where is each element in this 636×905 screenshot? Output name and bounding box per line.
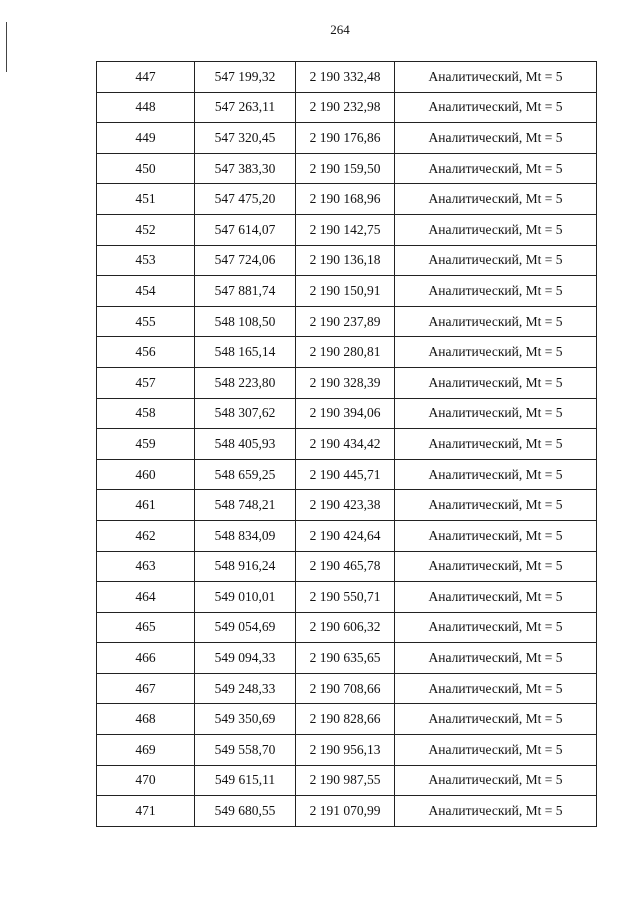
x-coordinate-cell: 549 680,55	[195, 796, 296, 827]
point-number-cell: 458	[97, 398, 195, 429]
table-row	[97, 62, 597, 93]
table-row	[97, 582, 597, 613]
point-number-cell: 451	[97, 184, 195, 215]
x-coordinate-cell: 549 010,01	[195, 582, 296, 613]
table-row	[97, 765, 597, 796]
x-coordinate-cell: 547 881,74	[195, 276, 296, 307]
coordinates-table	[96, 61, 597, 827]
y-coordinate-cell: 2 190 424,64	[296, 520, 395, 551]
table-row	[97, 520, 597, 551]
method-cell: Аналитический, Mt = 5	[395, 704, 597, 735]
x-coordinate-cell: 549 350,69	[195, 704, 296, 735]
y-coordinate-cell: 2 190 434,42	[296, 429, 395, 460]
point-number-cell: 465	[97, 612, 195, 643]
point-number-cell: 457	[97, 367, 195, 398]
method-cell: Аналитический, Mt = 5	[395, 92, 597, 123]
y-coordinate-cell: 2 191 070,99	[296, 796, 395, 827]
table-row	[97, 490, 597, 521]
y-coordinate-cell: 2 190 987,55	[296, 765, 395, 796]
x-coordinate-cell: 548 916,24	[195, 551, 296, 582]
point-number-cell: 463	[97, 551, 195, 582]
point-number-cell: 456	[97, 337, 195, 368]
point-number-cell: 462	[97, 520, 195, 551]
page-number: 264	[330, 22, 350, 37]
method-cell: Аналитический, Mt = 5	[395, 123, 597, 154]
y-coordinate-cell: 2 190 136,18	[296, 245, 395, 276]
method-cell: Аналитический, Mt = 5	[395, 612, 597, 643]
table-row	[97, 153, 597, 184]
x-coordinate-cell: 547 475,20	[195, 184, 296, 215]
method-cell: Аналитический, Mt = 5	[395, 735, 597, 766]
y-coordinate-cell: 2 190 176,86	[296, 123, 395, 154]
x-coordinate-cell: 547 263,11	[195, 92, 296, 123]
x-coordinate-cell: 548 834,09	[195, 520, 296, 551]
method-cell: Аналитический, Mt = 5	[395, 551, 597, 582]
point-number-cell: 452	[97, 214, 195, 245]
y-coordinate-cell: 2 190 150,91	[296, 276, 395, 307]
table-row	[97, 459, 597, 490]
method-cell: Аналитический, Mt = 5	[395, 643, 597, 674]
table-row	[97, 398, 597, 429]
x-coordinate-cell: 549 248,33	[195, 673, 296, 704]
x-coordinate-cell: 548 108,50	[195, 306, 296, 337]
x-coordinate-cell: 548 659,25	[195, 459, 296, 490]
table-row	[97, 276, 597, 307]
table-row	[97, 92, 597, 123]
y-coordinate-cell: 2 190 142,75	[296, 214, 395, 245]
x-coordinate-cell: 547 383,30	[195, 153, 296, 184]
table-row	[97, 306, 597, 337]
y-coordinate-cell: 2 190 956,13	[296, 735, 395, 766]
y-coordinate-cell: 2 190 394,06	[296, 398, 395, 429]
method-cell: Аналитический, Mt = 5	[395, 245, 597, 276]
table-row	[97, 429, 597, 460]
y-coordinate-cell: 2 190 423,38	[296, 490, 395, 521]
point-number-cell: 464	[97, 582, 195, 613]
point-number-cell: 459	[97, 429, 195, 460]
x-coordinate-cell: 548 307,62	[195, 398, 296, 429]
table-row	[97, 337, 597, 368]
point-number-cell: 454	[97, 276, 195, 307]
x-coordinate-cell: 548 748,21	[195, 490, 296, 521]
method-cell: Аналитический, Mt = 5	[395, 153, 597, 184]
point-number-cell: 466	[97, 643, 195, 674]
x-coordinate-cell: 547 614,07	[195, 214, 296, 245]
point-number-cell: 469	[97, 735, 195, 766]
method-cell: Аналитический, Mt = 5	[395, 367, 597, 398]
x-coordinate-cell: 549 054,69	[195, 612, 296, 643]
table-body	[97, 62, 597, 827]
y-coordinate-cell: 2 190 168,96	[296, 184, 395, 215]
method-cell: Аналитический, Mt = 5	[395, 276, 597, 307]
y-coordinate-cell: 2 190 606,32	[296, 612, 395, 643]
table-row	[97, 796, 597, 827]
table-row	[97, 214, 597, 245]
point-number-cell: 453	[97, 245, 195, 276]
table-row	[97, 673, 597, 704]
point-number-cell: 449	[97, 123, 195, 154]
x-coordinate-cell: 548 165,14	[195, 337, 296, 368]
method-cell: Аналитический, Mt = 5	[395, 765, 597, 796]
method-cell: Аналитический, Mt = 5	[395, 184, 597, 215]
y-coordinate-cell: 2 190 232,98	[296, 92, 395, 123]
y-coordinate-cell: 2 190 465,78	[296, 551, 395, 582]
table-row	[97, 367, 597, 398]
y-coordinate-cell: 2 190 159,50	[296, 153, 395, 184]
x-coordinate-cell: 548 405,93	[195, 429, 296, 460]
table-row	[97, 735, 597, 766]
method-cell: Аналитический, Mt = 5	[395, 490, 597, 521]
table-row	[97, 643, 597, 674]
method-cell: Аналитический, Mt = 5	[395, 398, 597, 429]
x-coordinate-cell: 549 094,33	[195, 643, 296, 674]
method-cell: Аналитический, Mt = 5	[395, 796, 597, 827]
point-number-cell: 468	[97, 704, 195, 735]
method-cell: Аналитический, Mt = 5	[395, 429, 597, 460]
table-row	[97, 612, 597, 643]
method-cell: Аналитический, Mt = 5	[395, 62, 597, 93]
table-row	[97, 184, 597, 215]
y-coordinate-cell: 2 190 332,48	[296, 62, 395, 93]
point-number-cell: 470	[97, 765, 195, 796]
point-number-cell: 461	[97, 490, 195, 521]
method-cell: Аналитический, Mt = 5	[395, 337, 597, 368]
x-coordinate-cell: 547 199,32	[195, 62, 296, 93]
point-number-cell: 448	[97, 92, 195, 123]
table-row	[97, 245, 597, 276]
y-coordinate-cell: 2 190 237,89	[296, 306, 395, 337]
y-coordinate-cell: 2 190 635,65	[296, 643, 395, 674]
table-row	[97, 704, 597, 735]
x-coordinate-cell: 547 724,06	[195, 245, 296, 276]
x-coordinate-cell: 547 320,45	[195, 123, 296, 154]
y-coordinate-cell: 2 190 445,71	[296, 459, 395, 490]
point-number-cell: 471	[97, 796, 195, 827]
method-cell: Аналитический, Mt = 5	[395, 582, 597, 613]
method-cell: Аналитический, Mt = 5	[395, 520, 597, 551]
x-coordinate-cell: 549 615,11	[195, 765, 296, 796]
method-cell: Аналитический, Mt = 5	[395, 214, 597, 245]
point-number-cell: 460	[97, 459, 195, 490]
point-number-cell: 467	[97, 673, 195, 704]
point-number-cell: 447	[97, 62, 195, 93]
x-coordinate-cell: 549 558,70	[195, 735, 296, 766]
method-cell: Аналитический, Mt = 5	[395, 306, 597, 337]
method-cell: Аналитический, Mt = 5	[395, 673, 597, 704]
point-number-cell: 450	[97, 153, 195, 184]
table-row	[97, 551, 597, 582]
y-coordinate-cell: 2 190 280,81	[296, 337, 395, 368]
point-number-cell: 455	[97, 306, 195, 337]
y-coordinate-cell: 2 190 708,66	[296, 673, 395, 704]
x-coordinate-cell: 548 223,80	[195, 367, 296, 398]
y-coordinate-cell: 2 190 328,39	[296, 367, 395, 398]
y-coordinate-cell: 2 190 828,66	[296, 704, 395, 735]
y-coordinate-cell: 2 190 550,71	[296, 582, 395, 613]
method-cell: Аналитический, Mt = 5	[395, 459, 597, 490]
table-row	[97, 123, 597, 154]
